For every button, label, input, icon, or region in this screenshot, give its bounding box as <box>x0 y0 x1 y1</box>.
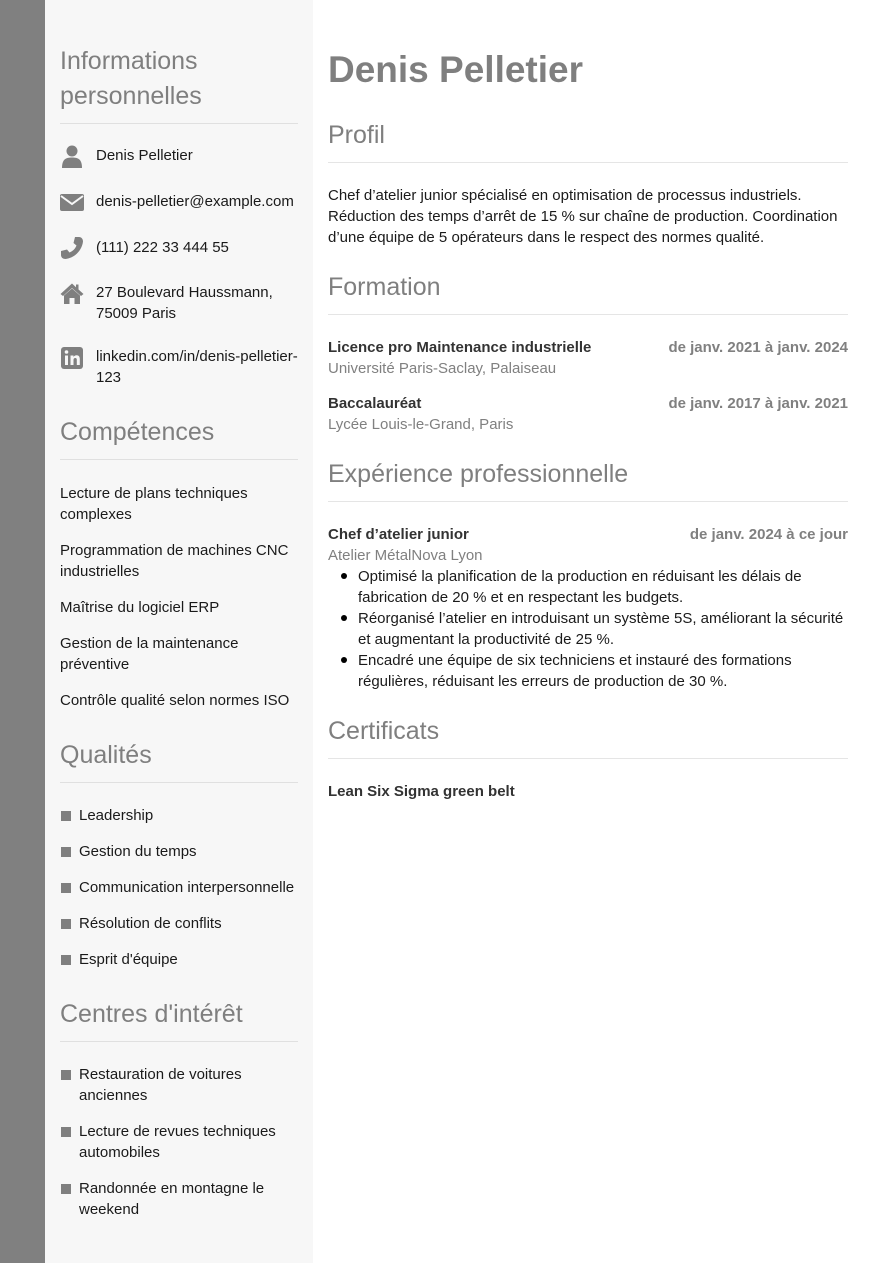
experience-bullets <box>328 566 848 692</box>
user-icon <box>60 144 84 168</box>
square-bullet-icon <box>61 1070 71 1080</box>
skill-item: Maîtrise du logiciel ERP <box>60 599 220 616</box>
phone-icon <box>60 236 84 260</box>
linkedin-icon <box>60 346 84 370</box>
quality-label: Résolution de conflits <box>79 915 222 932</box>
experience-title: Expérience professionnelle <box>328 460 629 488</box>
quality-item <box>60 841 298 862</box>
degree-title: Licence pro Maintenance industrielle <box>328 339 592 356</box>
skills-list <box>60 483 298 711</box>
personal-info-title: Informations personnelles <box>60 47 202 110</box>
qualities-title: Qualités <box>60 741 152 769</box>
contact-list <box>60 144 298 388</box>
contact-name: Denis Pelletier <box>96 147 193 164</box>
divider <box>328 501 848 502</box>
company-name: Atelier MétalNova Lyon <box>328 547 483 564</box>
interests-list <box>60 1064 298 1220</box>
home-icon <box>60 282 84 306</box>
education-entry <box>328 337 848 379</box>
skills-title: Compétences <box>60 418 215 446</box>
candidate-name: Denis Pelletier <box>328 49 584 90</box>
square-bullet-icon <box>61 811 71 821</box>
contact-item-name <box>60 144 298 169</box>
entry-header <box>328 337 848 358</box>
education-dates: de janv. 2021 à janv. 2024 <box>668 339 848 356</box>
envelope-icon <box>60 190 84 214</box>
profile-title: Profil <box>328 121 385 149</box>
divider <box>328 758 848 759</box>
divider <box>328 314 848 315</box>
job-title: Chef d’atelier junior <box>328 526 469 543</box>
divider <box>60 1041 298 1042</box>
certificate-item: Lean Six Sigma green belt <box>328 783 515 800</box>
contact-linkedin[interactable]: linkedin.com/in/denis-pelletier-123 <box>96 348 298 386</box>
interest-item <box>60 1064 298 1106</box>
square-bullet-icon <box>61 1127 71 1137</box>
square-bullet-icon <box>61 955 71 965</box>
quality-item <box>60 949 298 970</box>
interests-title: Centres d'intérêt <box>60 1000 243 1028</box>
main-content <box>328 44 848 802</box>
qualities-list <box>60 805 298 970</box>
quality-item <box>60 877 298 898</box>
sidebar <box>45 0 313 1263</box>
sidebar-content <box>60 44 298 1220</box>
divider <box>328 162 848 163</box>
interest-label: Lecture de revues techniques automobiles <box>79 1123 276 1161</box>
certificates-title: Certificats <box>328 717 440 745</box>
school-name: Lycée Louis-le-Grand, Paris <box>328 416 514 433</box>
education-dates: de janv. 2017 à janv. 2021 <box>668 395 848 412</box>
square-bullet-icon <box>61 1184 71 1194</box>
degree-title: Baccalauréat <box>328 395 422 412</box>
divider <box>60 123 298 124</box>
interest-label: Randonnée en montagne le weekend <box>79 1180 265 1218</box>
divider <box>60 459 298 460</box>
quality-label: Leadership <box>79 807 154 824</box>
skill-item: Lecture de plans techniques complexes <box>60 485 248 523</box>
quality-label: Communication interpersonnelle <box>79 879 295 896</box>
experience-bullet: Optimisé la planification de la production en réduisant les délais de fabrication de 20 % et en respectant les budgets. <box>328 566 848 608</box>
contact-email[interactable]: denis-pelletier@example.com <box>96 193 294 210</box>
contact-item-address <box>60 282 298 324</box>
entry-header <box>328 393 848 414</box>
experience-bullet: Réorganisé l’atelier en introduisant un système 5S, améliorant la sécurité et augmentant la productivité de 25 %. <box>328 608 848 650</box>
interest-item <box>60 1178 298 1220</box>
square-bullet-icon <box>61 919 71 929</box>
quality-label: Gestion du temps <box>79 843 197 860</box>
interest-label: Restauration de voitures anciennes <box>79 1066 242 1104</box>
school-name: Université Paris-Saclay, Palaiseau <box>328 360 557 377</box>
skill-item: Gestion de la maintenance préventive <box>60 635 239 673</box>
profile-text: Chef d’atelier junior spécialisé en optimisation de processus industriels. Réduction des temps d’arrêt de 15 % sur chaîne de production. Coordination d’une équipe de 5 opérateurs dans le respect des normes qualité. <box>328 187 838 246</box>
square-bullet-icon <box>61 883 71 893</box>
education-title: Formation <box>328 273 441 301</box>
skill-item: Contrôle qualité selon normes ISO <box>60 692 290 709</box>
quality-item <box>60 913 298 934</box>
skill-item: Programmation de machines CNC industrielles <box>60 542 289 580</box>
contact-phone: (111) 222 33 444 55 <box>96 239 229 256</box>
interest-item <box>60 1121 298 1163</box>
contact-address: 27 Boulevard Haussmann, 75009 Paris <box>96 284 273 322</box>
contact-item-email <box>60 190 298 215</box>
quality-item <box>60 805 298 826</box>
entry-header <box>328 524 848 545</box>
divider <box>60 782 298 783</box>
square-bullet-icon <box>61 847 71 857</box>
contact-item-phone <box>60 236 298 261</box>
experience-bullet: Encadré une équipe de six techniciens et instauré des formations régulières, réduisant les erreurs de production de 30 %. <box>328 650 848 692</box>
accent-stripe <box>0 0 45 1263</box>
education-entry <box>328 393 848 435</box>
job-dates: de janv. 2024 à ce jour <box>689 526 848 543</box>
quality-label: Esprit d'équipe <box>79 951 178 968</box>
contact-item-linkedin <box>60 346 298 388</box>
experience-entry <box>328 524 848 692</box>
